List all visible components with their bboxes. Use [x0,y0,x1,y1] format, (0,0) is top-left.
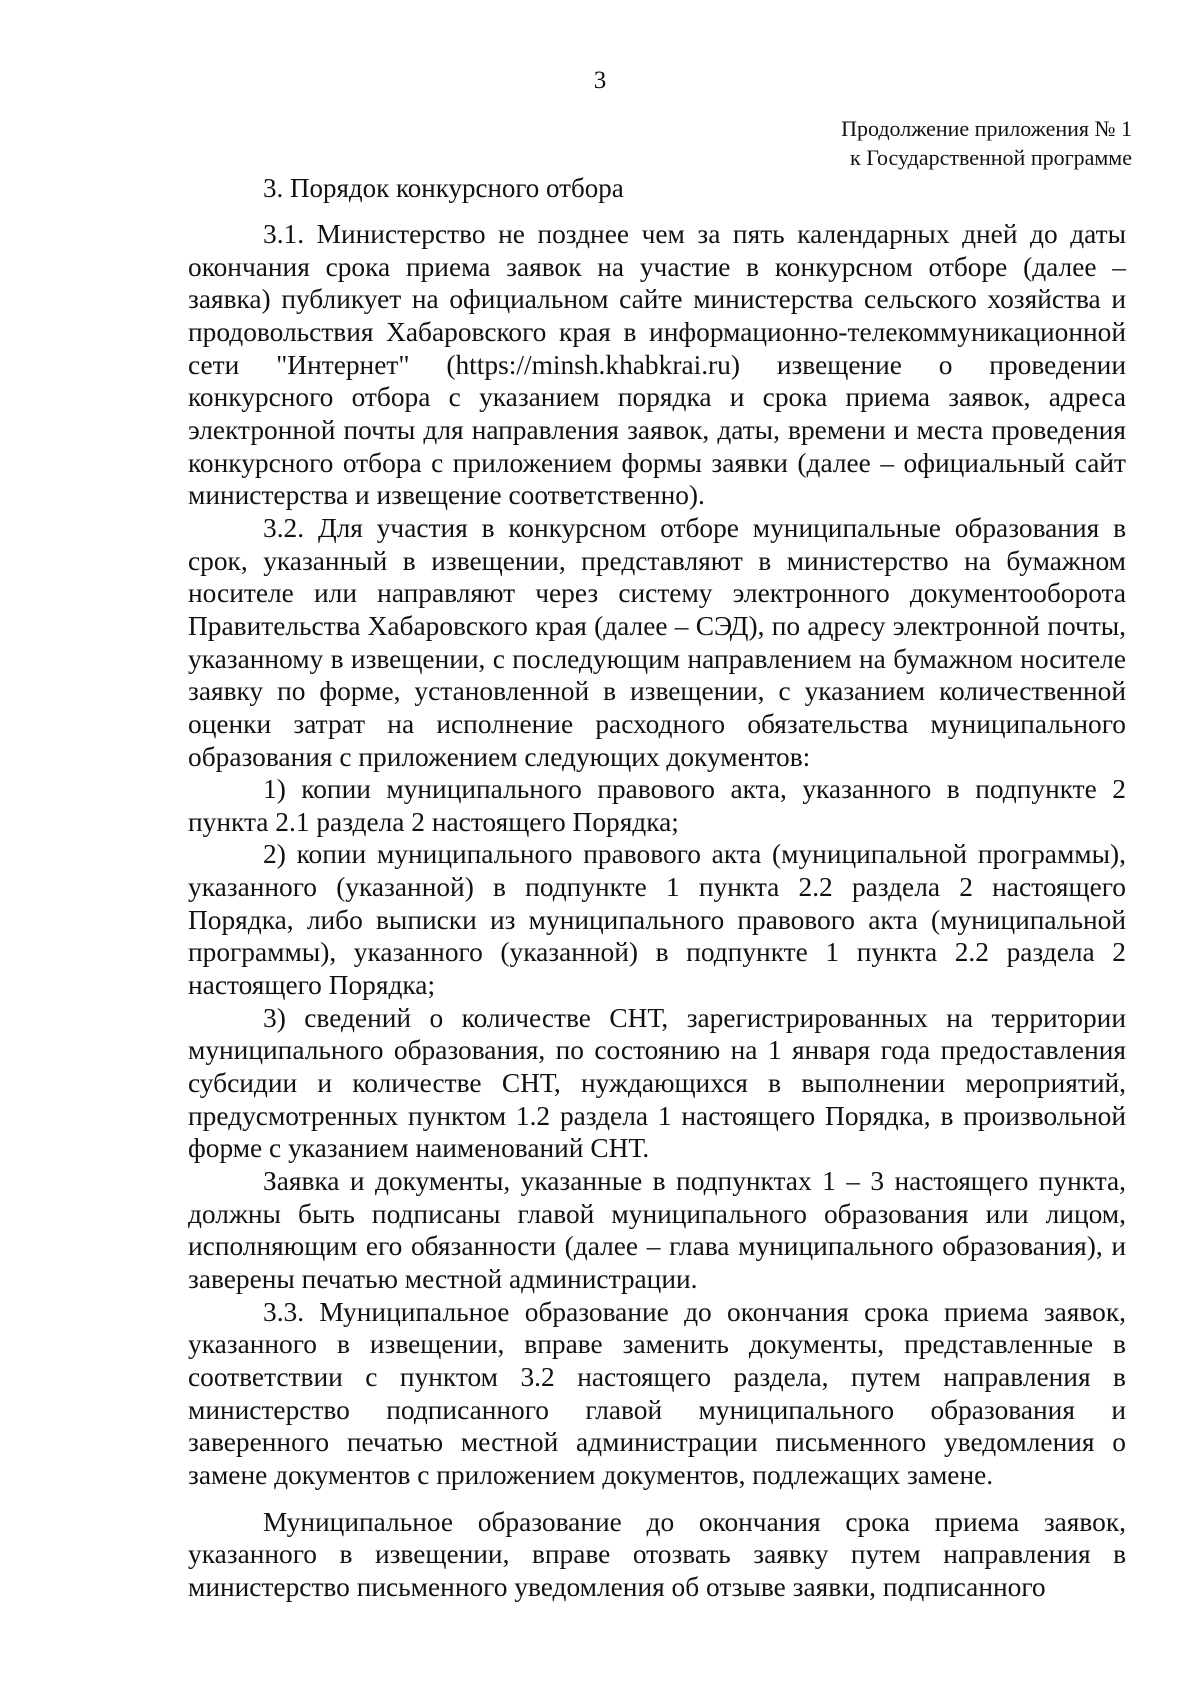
paragraph-withdrawal: Муниципальное образование до окончания срока приема заявок, указанного в извещении, вправе отозвать заявку путем направления в министерство письменного уведомления об отзыве заявки, подписанного [188,1506,1126,1602]
list-item-1: 1) копии муниципального правового акта, указанного в подпункте 2 пункта 2.1 раздела 2 настоящего Порядка; [188,774,1126,837]
appendix-note [841,114,1132,172]
paragraph-3-3: 3.3. Муниципальное образование до окончания срока приема заявок, указанного в извещении, вправе заменить документы, представленные в соответствии с пунктом 3.2 настоящего раздела, путем направления в министерство подписанного главой муниципального образования и заверенного печатью местной администрации письменного уведомления о замене документов с приложением документов, подлежащих замене. [188,1296,1126,1490]
paragraph-3-1: 3.1. Министерство не позднее чем за пять календарных дней до даты окончания срока приема заявок на участие в конкурсном отборе (далее – заявка) публикует на официальном сайте министерства сельского хозяйства и продовольствия Хабаровского края в информационно-телекоммуникационной сети "Интернет" (https://minsh.khabkrai.ru) извещение о проведении конкурсного отбора с указанием порядка и срока приема заявок, адреса электронной почты для направления заявок, даты, времени и места проведения конкурсного отбора с приложением формы заявки (далее – официальный сайт министерства и извещение соответственно). [188,219,1126,511]
section-title: 3. Порядок конкурсного отбора [263,173,624,203]
page-number: 3 [593,67,607,94]
paragraph-3-2: 3.2. Для участия в конкурсном отборе муниципальные образования в срок, указанный в извещении, представляют в министерство на бумажном носителе или направляют через систему электронного документооборота Правительства Хабаровского края (далее – СЭД), по адресу электронной почты, указанному в извещении, с последующим направлением на бумажном носителе заявку по форме, установленной в извещении, с указанием количественной оценки затрат на исполнение расходного обязательства муниципального образования с приложением следующих документов: [188,512,1126,772]
body-text [188,218,1126,1604]
list-item-3: 3) сведений о количестве СНТ, зарегистрированных на территории муниципального образования, по состоянию на 1 января года предоставления субсидии и количестве СНТ, нуждающихся в выполнении мероприятий, предусмотренных пунктом 1.2 раздела 1 настоящего Порядка, в произвольной форме с указанием наименований СНТ. [188,1002,1126,1164]
list-item-2: 2) копии муниципального правового акта (муниципальной программы), указанного (указанной) в подпункте 1 пункта 2.2 раздела 2 настоящего Порядка, либо выписки из муниципального правового акта (муниципальной программы), указанного (указанной) в подпункте 1 пункта 2.2 раздела 2 настоящего Порядка; [188,839,1126,1001]
appendix-note-line-2: к Государственной программе [850,145,1132,170]
paragraph-signature-requirement: Заявка и документы, указанные в подпунктах 1 – 3 настоящего пункта, должны быть подписаны главой муниципального образования или лицом, исполняющим его обязанности (далее – глава муниципального образования), и заверены печатью местной администрации. [188,1166,1126,1294]
appendix-note-line-1: Продолжение приложения № 1 [841,116,1132,141]
